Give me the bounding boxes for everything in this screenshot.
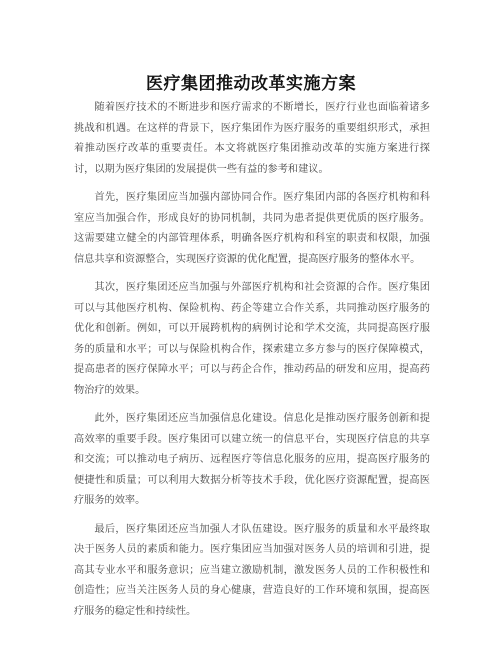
paragraph-external-cooperation: 其次，医疗集团还应当加强与外部医疗机构和社会资源的合作。医疗集团可以与其他医疗机构、保险机构、药企等建立合作关系，共同推动医疗服务的优化和创新。例如，可以开展跨机构的病例讨论和学术交流，共同提高医疗服务的质量和水平；可以与保险机构合作，探索建立多方参与的医疗保障模式，提高患者的医疗保障水平；可以与药企合作，推动药品的研发和应用，提高药物治疗的效果。 [74, 282, 430, 396]
document-body [74, 98, 430, 630]
document-title: 医疗集团推动改革实施方案 [146, 74, 356, 95]
paragraph-intro: 随着医疗技术的不断进步和医疗需求的不断增长，医疗行业也面临着诸多挑战和机遇。在这样的背景下，医疗集团作为医疗服务的重要组织形式，承担着推动医疗改革的重要责任。本文将就医疗集团推动改革的实施方案进行探讨，以期为医疗集团的发展提供一些有益的参考和建议。 [74, 102, 430, 175]
paragraph-internal-cooperation: 首先，医疗集团应当加强内部协同合作。医疗集团内部的各医疗机构和科室应当加强合作，形成良好的协同机制，共同为患者提供更优质的医疗服务。这需要建立健全的内部管理体系，明确各医疗机构和科室的职责和权限，加强信息共享和资源整合，实现医疗资源的优化配置，提高医疗服务的整体水平。 [74, 192, 430, 265]
paragraph-talent-building: 最后，医疗集团还应当加强人才队伍建设。医疗服务的质量和水平最终取决于医务人员的素质和能力。医疗集团应当加强对医务人员的培训和引进，提高其专业水平和服务意识；应当建立激励机制，激发医务人员的工作积极性和创造性；应当关注医务人员的身心健康，营造良好的工作环境和氛围，提高医疗服务的稳定性和持续性。 [74, 523, 430, 617]
paragraph-informatization: 此外，医疗集团还应当加强信息化建设。信息化是推动医疗服务创新和提高效率的重要手段。医疗集团可以建立统一的信息平台，实现医疗信息的共享和交流；可以推动电子病历、远程医疗等信息化服务的应用，提高医疗服务的便捷性和质量；可以利用大数据分析等技术手段，优化医疗资源配置，提高医疗服务的效率。 [74, 413, 430, 506]
